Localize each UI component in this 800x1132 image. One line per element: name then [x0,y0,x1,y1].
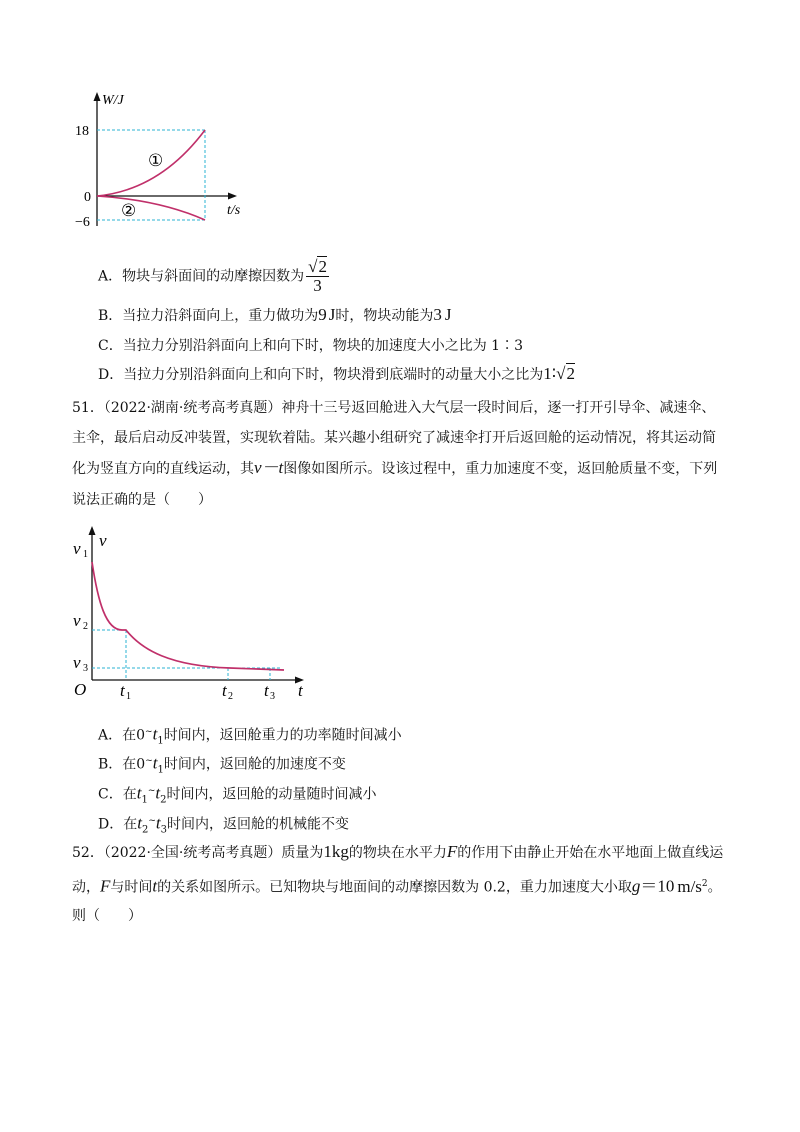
tilde: ~ [145,727,153,737]
option-b-text-1: B．当拉力沿斜面向上，重力做功为 [98,308,319,324]
kinetic-energy-value: 3 [433,305,442,324]
svg-text:v: v [73,653,81,672]
v-axis-arrow [89,526,96,535]
subscript: 2 [141,824,149,836]
option-a-text: A．物块与斜面间的动摩擦因数为 [98,268,305,285]
v3-label [73,653,88,674]
gravity-unit: m/s [677,876,702,896]
q51-stem-line-4: 说法正确的是（ ） [72,492,212,508]
curve-2-label: ② [121,201,137,220]
stem-text: 的物块在水平力 [348,845,447,861]
t-symbol: t [136,783,142,803]
svg-text:t: t [120,681,125,700]
stem-text: 图像如图所示。设该过程中，重力加速度不变，返回舱质量不变，下列 [283,461,718,477]
unit-exponent: 2 [701,879,708,889]
stem-text: 52．（2022·全国·统考高考真题）质量为 [72,845,324,861]
option-a-prefix: A．在0 [98,727,146,744]
t-axis-label: t [298,681,303,700]
fraction-denominator: 3 [313,276,322,295]
t-axis-label: t/s [227,203,241,218]
gravity-value: ＝10 [640,876,675,896]
curve-2 [97,196,205,220]
force-symbol: F [446,842,458,861]
t-symbol: t [152,724,158,744]
v1-label [73,539,88,560]
option-d-prefix: D．在 [98,816,138,833]
time-symbol: t [152,876,158,896]
q51-stem-line-2: 主伞，最后启动反冲装置，实现软着陆。某兴趣小组研究了减速伞打开后返回舱的运动情况，将其运动简 [72,430,716,446]
tick-18: 18 [75,124,89,139]
t1-label [120,681,131,702]
q51-stem-line-1: 51．（2022·湖南·统考高考真题）神舟十三号返回舱进入大气层一段时间后，逐一打开引导伞、减速伞、 [72,400,716,416]
friction-fraction: $\frac{√2}{3}$ [308,257,327,295]
option-b-prefix: B．在0 [98,756,146,773]
q51-option-a[interactable] [98,722,402,751]
svg-text:v: v [73,539,81,558]
q50-option-a[interactable] [98,258,329,294]
force-symbol: F [100,876,111,896]
option-a-text: 时间内，返回舱重力的功率随时间减小 [163,727,402,744]
q52-stem-line-3: 则（ ） [72,908,142,924]
t-axis-arrow [228,193,237,200]
option-c-prefix: C．在 [98,786,137,803]
w-axis-label: W/J [102,93,124,108]
momentum-ratio-sqrt: √2 [556,364,576,383]
t-symbol: t [155,783,161,803]
mass-value: 1kg [323,842,349,861]
subscript: 1 [141,794,148,806]
vt-label: v－t [254,458,284,477]
q52-stem-line-1 [72,842,723,863]
stem-text: 的关系如图所示。已知物块与地面间的动摩擦因数为 0.2，重力加速度大小取 [157,879,632,896]
gravity-work-unit: J [328,305,336,324]
velocity-curve [92,562,284,670]
t3-label [264,681,275,702]
q50-option-d[interactable] [98,364,575,385]
subscript: 1 [157,735,164,747]
q51-option-c[interactable] [98,781,376,810]
kinetic-energy-unit: J [444,305,452,324]
w-axis-arrow [94,92,101,101]
q50-option-c[interactable]: C．当拉力分别沿斜面向上和向下时，物块的加速度大小之比为 1∶3 [98,338,523,354]
q51-option-b[interactable] [98,751,346,780]
stem-text: 化为竖直方向的直线运动，其 [72,461,254,477]
tilde: ~ [147,786,156,796]
t-symbol: t [137,813,142,833]
t-symbol: t [155,813,161,833]
momentum-ratio: 1∶ [543,364,557,383]
v-axis-label: v [99,531,107,550]
svg-text:2: 2 [228,691,233,702]
t-symbol: t [152,753,158,773]
svg-text:3: 3 [270,691,275,702]
option-b-text: 时间内，返回舱的加速度不变 [163,756,346,773]
work-time-graph [75,90,265,240]
svg-text:1: 1 [126,691,131,702]
svg-text:3: 3 [83,663,88,674]
svg-text:v: v [73,611,81,630]
option-c-text: 时间内，返回舱的动量随时间减小 [166,786,377,803]
tilde: ~ [145,756,153,766]
svg-text:t: t [264,681,269,700]
svg-text:1: 1 [83,549,88,560]
q51-option-d[interactable] [98,811,349,840]
gravity-symbol: g [631,876,641,896]
stem-text: 动， [72,879,100,896]
gravity-work-value: 9 [318,305,327,324]
stem-text: 的作用下由静止开始在水平地面上做直线运 [457,845,724,861]
q50-option-b[interactable] [98,305,452,326]
v2-label [73,611,88,632]
sqrt-radicand: 2 [566,364,576,383]
fraction-numerator: 2 [318,257,327,276]
svg-text:t: t [222,681,227,700]
t2-label [222,681,233,702]
subscript: 2 [160,794,167,806]
subscript: 3 [160,824,167,836]
tilde: ~ [148,816,156,826]
svg-text:2: 2 [83,621,88,632]
option-b-text-2: 时，物块动能为 [335,308,434,324]
tick-0: 0 [84,190,91,205]
option-d-text: D．当拉力分别沿斜面向上和向下时，物块滑到底端时的动量大小之比为 [98,367,544,383]
velocity-time-graph [70,522,320,702]
stem-text: 与时间 [110,879,153,896]
tick-neg6: −6 [75,215,90,230]
q52-stem-line-2 [72,874,722,898]
option-d-text: 时间内，返回舱的机械能不变 [167,816,349,833]
subscript: 1 [157,764,164,776]
stem-text: 。 [707,879,722,896]
origin-label: O [74,680,87,699]
q51-stem-line-3 [72,458,717,479]
curve-1-label: ① [148,151,164,170]
